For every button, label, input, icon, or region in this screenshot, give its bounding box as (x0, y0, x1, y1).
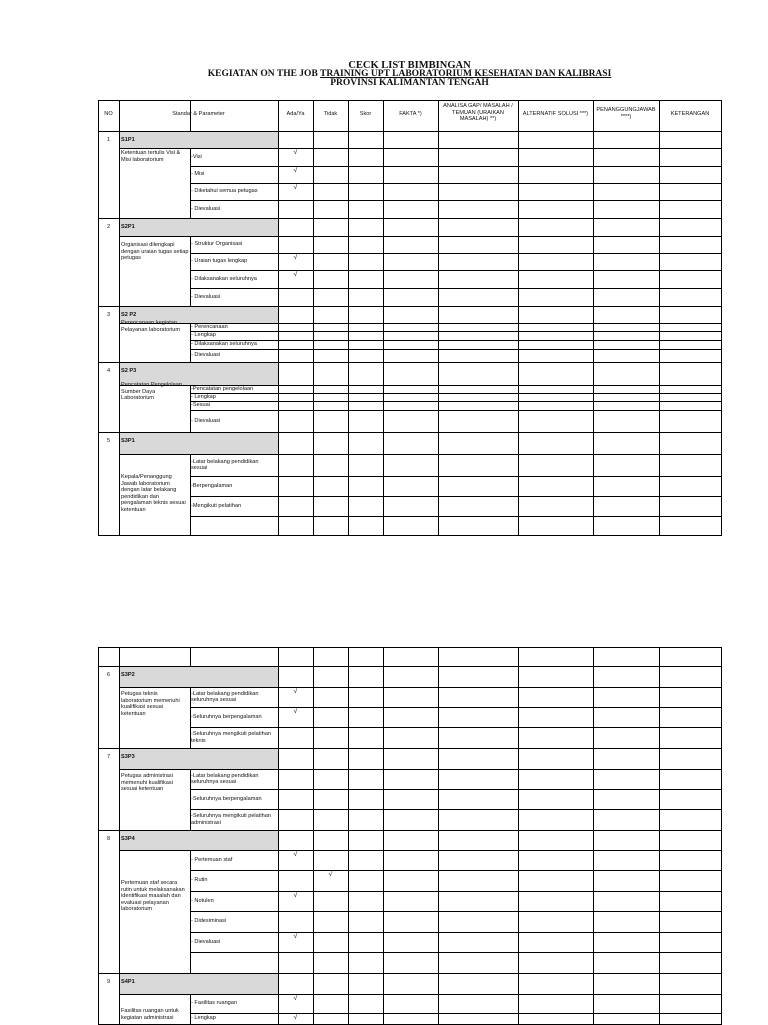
parameter-item: -Seluruhnya berpengalaman (191, 713, 262, 720)
section-band (120, 667, 278, 687)
parameter-item: - Dievaluasi (191, 293, 221, 300)
grid-hline (98, 535, 722, 536)
grid-vline (383, 647, 384, 1024)
parameter-item: - Dilaksanakan seluruhnya (191, 341, 257, 347)
subtitle-prefix: KEGIATAN ON THE JOB (207, 69, 320, 79)
parameter-item: -Latar belakang pendidikan seluruhnya sesuai (191, 690, 259, 704)
section-code: S4P1 (121, 979, 135, 985)
grid-hline (119, 236, 722, 237)
col-header-standar: Standar & Parameter (172, 111, 225, 117)
parameter-item: - Struktur Organisasi (191, 241, 243, 247)
grid-hline (98, 432, 722, 433)
parameter-item: - Pertemuan staf (191, 856, 233, 863)
grid-vline (348, 647, 349, 1024)
section-code: S3P2 (121, 672, 135, 678)
section-number: 8 (106, 836, 111, 842)
section-code: S2P1 (121, 224, 135, 230)
parameter-item: - Dievaluasi (191, 352, 221, 358)
parameter-item: -Sesuai (191, 402, 210, 408)
grid-vline (438, 647, 439, 1024)
section-band (120, 219, 278, 236)
parameter-item: - Perencanaan (191, 324, 228, 330)
parameter-item: - Fasilitas ruangan (191, 1000, 238, 1006)
section-band (120, 132, 278, 148)
grid-hline (98, 362, 722, 363)
grid-hline (190, 183, 722, 184)
grid-hline (190, 809, 722, 810)
section-band (120, 974, 278, 994)
col-header-keterangan: KETERANGAN (670, 111, 710, 117)
section-code: S2 P3 (121, 368, 137, 374)
check-mark: √ (293, 184, 298, 191)
col-header-analisa: ANALISA GAP/ MASALAH / TEMUAN (URAIKAN MASALAH) **) (443, 103, 513, 123)
col-header-fakta: FAKTA *) (399, 111, 422, 117)
grid-hline (190, 166, 722, 167)
section-band (120, 749, 278, 769)
grid-hline (190, 476, 722, 477)
grid-hline (119, 850, 722, 851)
col-header-tidak: Tidak (323, 111, 338, 117)
standard-text: Pertemuan staf secara rutin untuk melaksanakan identifikasi masalah dan evaluasi pelayanan laboratorium (121, 880, 185, 913)
check-mark: √ (293, 271, 298, 278)
parameter-item: - Didesiminasi (191, 918, 227, 924)
grid-hline (98, 748, 722, 749)
section-number: 7 (106, 754, 111, 760)
parameter-item: -Berpengalaman (191, 482, 233, 489)
grid-hline (190, 727, 722, 728)
document-province: PROVINSI KALIMANTAN TENGAH (330, 78, 489, 88)
parameter-item: - Misi (191, 171, 205, 177)
parameter-item: -Seluruhnya berpengalaman (191, 795, 262, 802)
grid-hline (190, 911, 722, 912)
parameter-item: - Uraian tugas lengkap (191, 258, 248, 264)
parameter-item: -Seluruhnya mengikuti pelatihan administrasi (191, 813, 271, 826)
grid-hline (98, 973, 722, 974)
section-code: S1P1 (121, 137, 135, 143)
parameter-item: - Rutin (191, 877, 208, 883)
parameter-item: -Pencatatan pengelolaan (191, 386, 254, 392)
standard-text: Petugas administrasi memenuhi kualifikasi sesuai ketentuan (121, 773, 173, 793)
grid-hline (190, 516, 722, 517)
grid-hline (190, 932, 722, 933)
document-title: CECK LIST BIMBINGAN (348, 60, 471, 71)
section-band (120, 433, 278, 454)
parameter-item: - Lengkap (191, 1015, 216, 1021)
grid-hline (190, 1013, 722, 1014)
check-mark: √ (293, 708, 298, 715)
section-number: 3 (106, 312, 111, 318)
section-code: S3P1 (121, 438, 135, 444)
parameter-item: -Seluruhnya mengikuti pelatihan teknis (191, 731, 271, 744)
grid-vline (659, 647, 660, 1024)
check-mark: √ (293, 851, 298, 858)
check-mark: √ (293, 892, 298, 899)
grid-hline (190, 349, 722, 350)
section-code: S2 P2 (121, 312, 137, 318)
standard-text: Fasilitas ruangan untuk kegiatan administrasi (121, 1008, 179, 1021)
grid-hline (190, 200, 722, 201)
grid-hline (119, 769, 722, 770)
parameter-item: - Notulen (191, 897, 214, 904)
grid-hline (190, 891, 722, 892)
grid-hline (119, 148, 722, 149)
parameter-item: - Dievaluasi (191, 205, 221, 212)
grid-hline (190, 952, 722, 953)
grid-hline (98, 830, 722, 831)
grid-vline (278, 647, 279, 1024)
col-header-no: NO (104, 111, 113, 117)
standard-text: Kepala/Penanggung Jawab laboratorium dengan latar belakang pendidikan dan pengalaman teknis sesuai ketentuan (121, 474, 186, 513)
col-header-alternatif: ALTERNATIF SOLUSI ***) (522, 111, 589, 117)
standard-text: Pencatatan Pengelolaan Sumber Daya Laboratorium (121, 382, 182, 402)
grid-hline (190, 253, 722, 254)
grid-hline (190, 410, 722, 411)
grid-hline (98, 131, 722, 132)
check-mark: √ (293, 167, 298, 174)
grid-hline (119, 687, 722, 688)
parameter-item: -Latar belakang pendidikan seluruhnya sesuai (191, 772, 259, 786)
parameter-item: - Lengkap (191, 332, 216, 338)
check-mark: √ (293, 688, 298, 695)
grid-hline (190, 270, 722, 271)
grid-hline (190, 288, 722, 289)
check-mark: √ (293, 254, 298, 261)
parameter-item: - Diketahui semua petugas (191, 188, 258, 194)
grid-hline (190, 870, 722, 871)
grid-hline (98, 306, 722, 307)
grid-vline (518, 647, 519, 1024)
parameter-item: -Visi (191, 153, 202, 160)
col-header-ada: Ada/Ya (286, 111, 305, 117)
grid-hline (98, 666, 722, 667)
grid-hline (119, 994, 722, 995)
section-code: S3P3 (121, 754, 135, 760)
parameter-item: - Dievaluasi (191, 938, 221, 945)
section-band (120, 831, 278, 850)
grid-hline (98, 647, 722, 648)
check-mark: √ (293, 933, 298, 940)
parameter-item: -Latar belakang pendidikan sesuai (191, 458, 259, 472)
section-code: S3P4 (121, 836, 135, 842)
standard-text: Organisasi dilengkapi dengan uraian tugas setiap petugas (121, 242, 189, 262)
check-mark: √ (293, 995, 298, 1002)
check-mark: √ (328, 871, 333, 878)
section-number: 5 (106, 438, 111, 444)
section-number: 2 (106, 224, 111, 230)
standard-text: Petugas teknis laboratorium memenuhi kualifikasi sesuai ketentuan (121, 691, 180, 717)
grid-hline (98, 218, 722, 219)
section-number: 6 (106, 672, 111, 678)
grid-hline (190, 707, 722, 708)
subtitle-underlined: TRAINING UPT LABORATORIUM KESEHATAN DAN KALIBRASI (319, 69, 612, 79)
grid-hline (190, 496, 722, 497)
standard-text: Perencanaan kegiatan Pelayanan laboratorium (121, 320, 181, 333)
col-header-skor: Skor (359, 111, 372, 117)
parameter-item: - Dievaluasi (191, 417, 221, 424)
grid-vline (313, 647, 314, 1024)
grid-vline (593, 647, 594, 1024)
section-number: 9 (106, 979, 111, 985)
section-number: 4 (106, 368, 111, 374)
grid-hline (98, 100, 722, 101)
grid-hline (119, 454, 722, 455)
grid-hline (190, 789, 722, 790)
parameter-item: - Dilaksanakan seluruhnya (191, 275, 257, 282)
check-mark: √ (293, 1014, 298, 1021)
section-number: 1 (106, 137, 111, 143)
col-header-penanggung: PENANGGUNGJAWAB ****) (596, 107, 656, 120)
standard-text: Ketentuan tertulis Visi & Misi laboratorium (121, 150, 181, 163)
parameter-item: - Lengkap (191, 394, 216, 400)
check-mark: √ (293, 149, 298, 156)
parameter-item: -Mengikuti pelatihan (191, 502, 242, 509)
grid-vline (721, 647, 722, 1024)
